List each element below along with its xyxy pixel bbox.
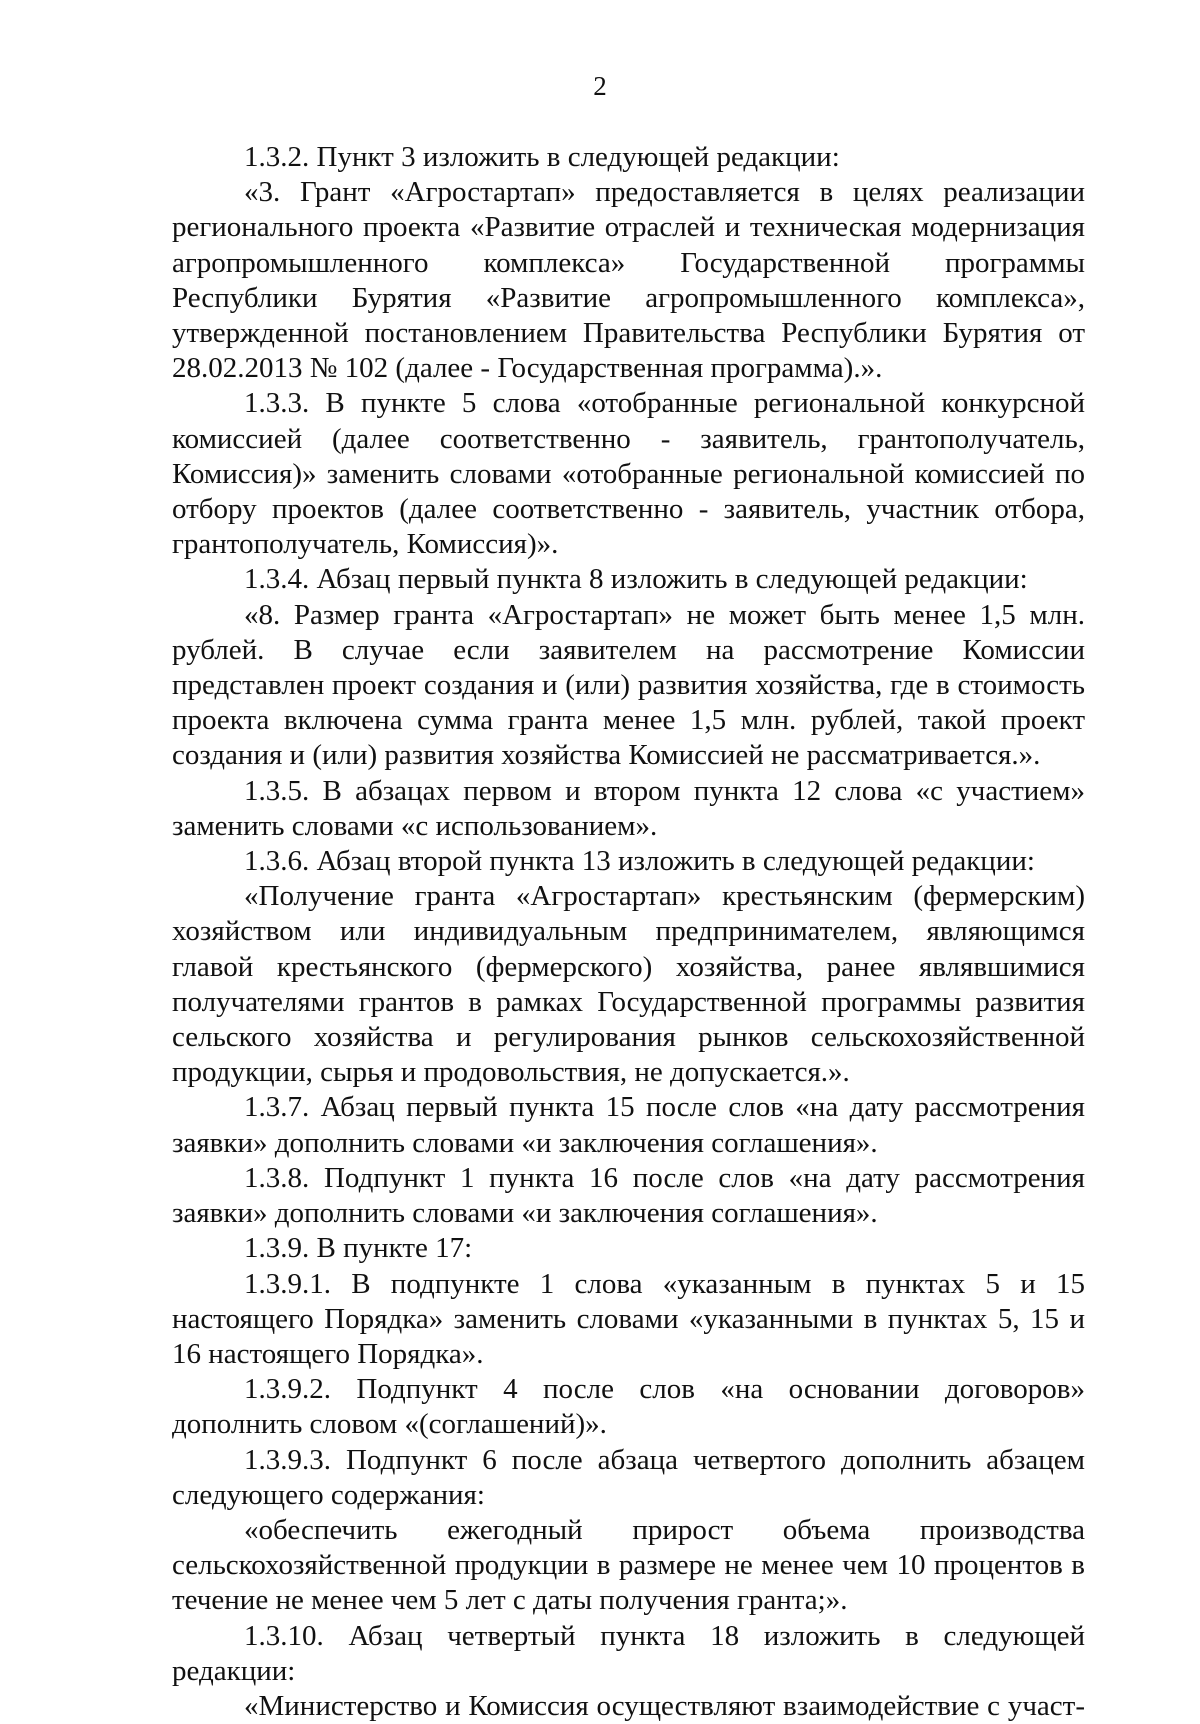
paragraph-item-13-text: «Получение гранта «Агростартап» крестьянским (фермерским) хозяйством или индивидуальным предпринимателем, являющимся главой крестьянского (фермерского) хозяйства, ранее являвшимися получателями грантов в рамках Государственной программы развития сельского хозяйства и регулирования рынков сельскохозяйственной продукции, сырья и продовольствия, не допускается.».	[172, 880, 1085, 1089]
paragraph-1-3-6: 1.3.6. Абзац второй пункта 13 изложить в следующей редакции:	[244, 845, 1035, 878]
paragraph-1-3-8: 1.3.8. Подпункт 1 пункта 16 после слов «на дату рассмотрения заявки» дополнить словами «и заключения соглашения».	[172, 1161, 1085, 1230]
paragraph-1-3-2: 1.3.2. Пункт 3 изложить в следующей редакции:	[244, 141, 840, 173]
page-number: 2	[593, 71, 607, 101]
paragraph-1-3-5: 1.3.5. В абзацах первом и втором пункта 12 слова «с участием» заменить словами «с использованием».	[172, 774, 1085, 842]
paragraph-item-8-text: «8. Размер гранта «Агростартап» не может быть менее 1,5 млн. рублей. В случае если заявителем на рассмотрение Комиссии представлен проект создания и (или) развития хозяйства, где в стоимость проекта включена сумма гранта менее 1,5 млн. рублей, такой проект создания и (или) развития хозяйства Комиссией не рассматривается.».	[172, 598, 1085, 772]
paragraph-1-3-4: 1.3.4. Абзац первый пункта 8 изложить в следующей редакции:	[244, 563, 1028, 596]
paragraph-1-3-9-3: 1.3.9.3. Подпункт 6 после абзаца четвертого дополнить абзацем следующего содержания:	[172, 1443, 1085, 1511]
paragraph-subitem-6-text: «обеспечить ежегодный прирост объема производства сельскохозяйственной продукции в размере не менее чем 10 процентов в течение не менее чем 5 лет с даты получения гранта;».	[172, 1513, 1085, 1617]
paragraph-1-3-9-2: 1.3.9.2. Подпункт 4 после слов «на основании договоров» дополнить словом «(соглашений)».	[172, 1373, 1085, 1441]
paragraph-1-3-3: 1.3.3. В пункте 5 слова «отобранные региональной конкурсной комиссией (далее соответственно - заявитель, грантополучатель, Комиссия)» заменить словами «отобранные региональной комиссией по отбору проектов (далее соответственно - заявитель, участник отбора, грантополучатель, Комиссия)».	[172, 387, 1085, 561]
paragraph-1-3-7: 1.3.7. Абзац первый пункта 15 после слов «на дату рассмотрения заявки» дополнить словами «и заключения соглашения».	[172, 1091, 1085, 1159]
document-body	[172, 140, 1085, 1724]
paragraph-1-3-9: 1.3.9. В пункте 17:	[244, 1232, 473, 1265]
paragraph-1-3-9-1: 1.3.9.1. В подпункте 1 слова «указанным в пунктах 5 и 15 настоящего Порядка» заменить словами «указанными в пунктах 5, 15 и 16 настоящего Порядка».	[172, 1267, 1085, 1370]
paragraph-1-3-10: 1.3.10. Абзац четвертый пункта 18 изложить в следующей редакции:	[172, 1619, 1085, 1687]
paragraph-item-3-text: «3. Грант «Агростартап» предоставляется в целях реализации регионального проекта «Развитие отраслей и техническая модернизация агропромышленного комплекса» Государственной программы Республики Бурятия «Развитие агропромышленного комплекса», утвержденной постановлением Правительства Республики Бурятия от 28.02.2013 № 102 (далее - Государственная программа).».	[172, 176, 1085, 385]
paragraph-item-18-text: «Министерство и Комиссия осуществляют взаимодействие с участ-	[244, 1689, 1085, 1722]
